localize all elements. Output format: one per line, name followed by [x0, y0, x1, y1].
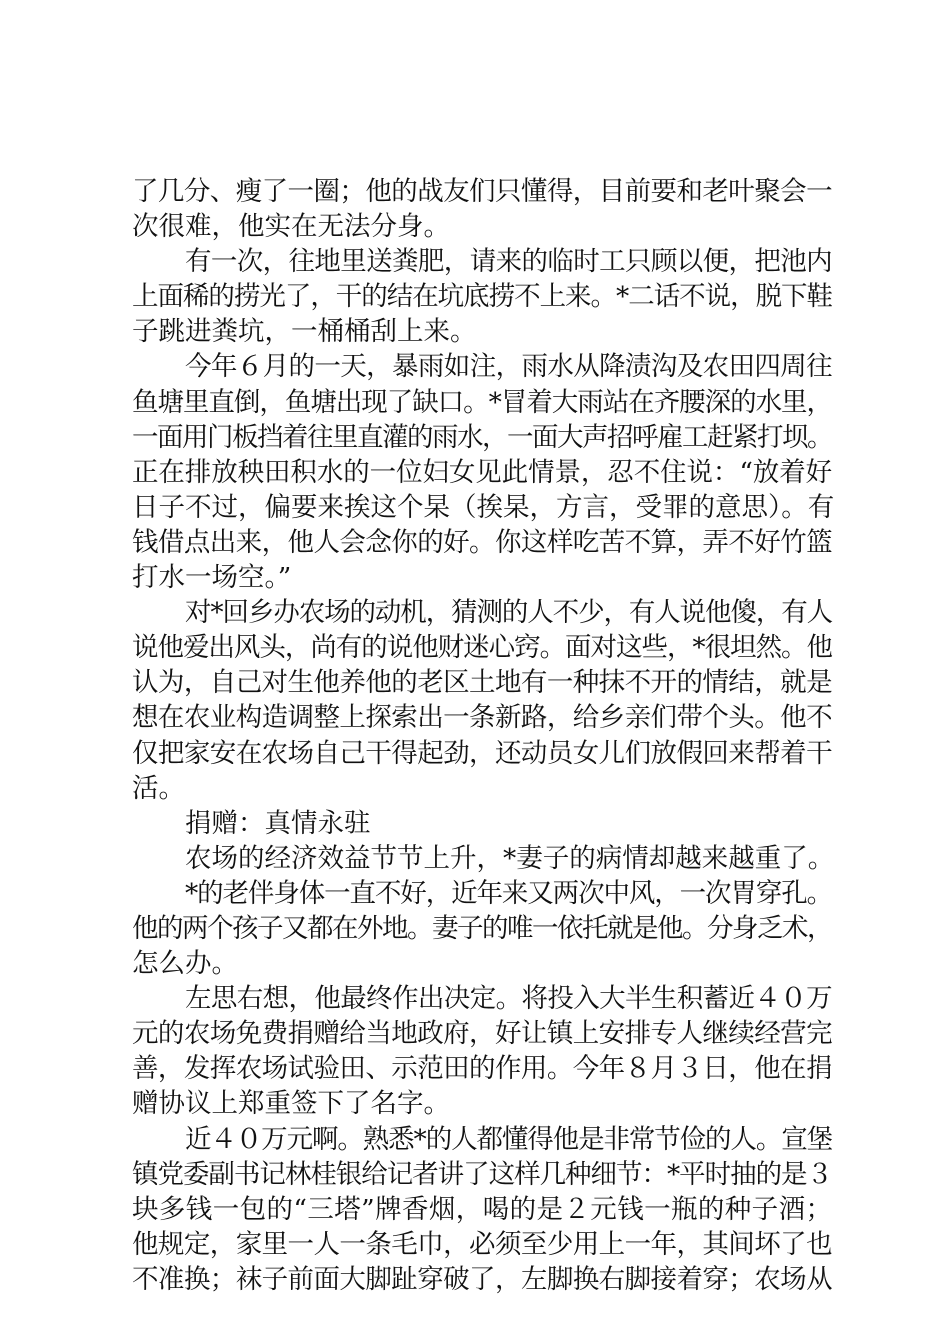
- text-line: 说他爱出风头，尚有的说他财迷心窍。面对这些，*很坦然。他: [132, 632, 832, 664]
- text-line: 日子不过，偏要来挨这个杲（挨杲，方言，受罪的意思）。有: [132, 491, 835, 523]
- text-line: 捐赠：真情永驻: [185, 807, 371, 839]
- text-line: 想在农业构造调整上探索出一条新路，给乡亲们带个头。他不: [132, 702, 832, 734]
- text-line: 仅把家安在农场自己干得起劲，还动员女儿们放假回来帮着干: [132, 737, 832, 769]
- text-line: 他的两个孩子又都在外地。妻子的唯一依托就是他。分身乏术，: [132, 912, 832, 944]
- text-line: 元的农场免费捐赠给当地政府，好让镇上安排专人继续经营完: [132, 1018, 832, 1050]
- text-line: 农场的经济效益节节上升，*妻子的病情却越来越重了。: [185, 842, 835, 874]
- text-line: 一面用门板挡着往里直灌的雨水，一面大声招呼雇工赶紧打坝。: [132, 421, 832, 453]
- body-text: [132, 174, 835, 1297]
- text-line: 左思右想，他最终作出决定。将投入大半生积蓄近４０万: [185, 983, 832, 1015]
- text-line: 认为，自己对生他养他的老区土地有一种抹不开的情结，就是: [132, 667, 832, 699]
- text-line: 镇党委副书记林桂银给记者讲了这样几种细节：*平时抽的是３: [132, 1158, 832, 1190]
- text-line: 了几分、瘦了一圈；他的战友们只懂得，目前要和老叶聚会一: [132, 176, 832, 207]
- text-line: 近４０万元啊。熟悉*的人都懂得他是非常节俭的人。宣堡: [185, 1123, 832, 1155]
- text-line: 次很难，他实在无法分身。: [132, 211, 450, 243]
- text-line: 他规定，家里一人一条毛巾，必须至少用上一年，其间坏了也: [132, 1228, 832, 1260]
- text-line: *的老伴身体一直不好，近年来又两次中风，一次胃穿孔。: [185, 877, 832, 909]
- text-line: 今年６月的一天，暴雨如注，雨水从降渍沟及农田四周往: [185, 351, 832, 383]
- text-line: 善，发挥农场试验田、示范田的作用。今年８月３日，他在捐: [132, 1053, 832, 1085]
- text-line: 有一次，往地里送粪肥，请来的临时工只顾以便，把池内: [185, 246, 832, 278]
- text-line: 怎么办。: [132, 948, 238, 980]
- text-line: 块多钱一包的“三塔”牌香烟，喝的是２元钱一瓶的种子酒；: [132, 1193, 832, 1225]
- text-line: 鱼塘里直倒，鱼塘出现了缺口。*冒着大雨站在齐腰深的水里，: [132, 386, 832, 418]
- text-line: 对*回乡办农场的动机，猜测的人不少，有人说他傻，有人: [185, 597, 832, 629]
- text-line: 正在排放秧田积水的一位妇女见此情景，忍不住说：“放着好: [132, 456, 832, 488]
- text-line: 赠协议上郑重签下了名字。: [132, 1088, 450, 1120]
- text-line: 活。: [132, 772, 185, 804]
- text-line: 钱借点出来，他人会念你的好。你这样吃苦不算，弄不好竹篮: [132, 526, 832, 558]
- text-line: 上面稀的捞光了，干的结在坑底捞不上来。*二话不说，脱下鞋: [132, 281, 832, 313]
- text-line: 不准换；袜子前面大脚趾穿破了，左脚换右脚接着穿；农场从: [132, 1263, 832, 1295]
- text-line: 子跳进粪坑，一桶桶刮上来。: [132, 316, 477, 348]
- text-line: 打水一场空。”: [132, 562, 292, 594]
